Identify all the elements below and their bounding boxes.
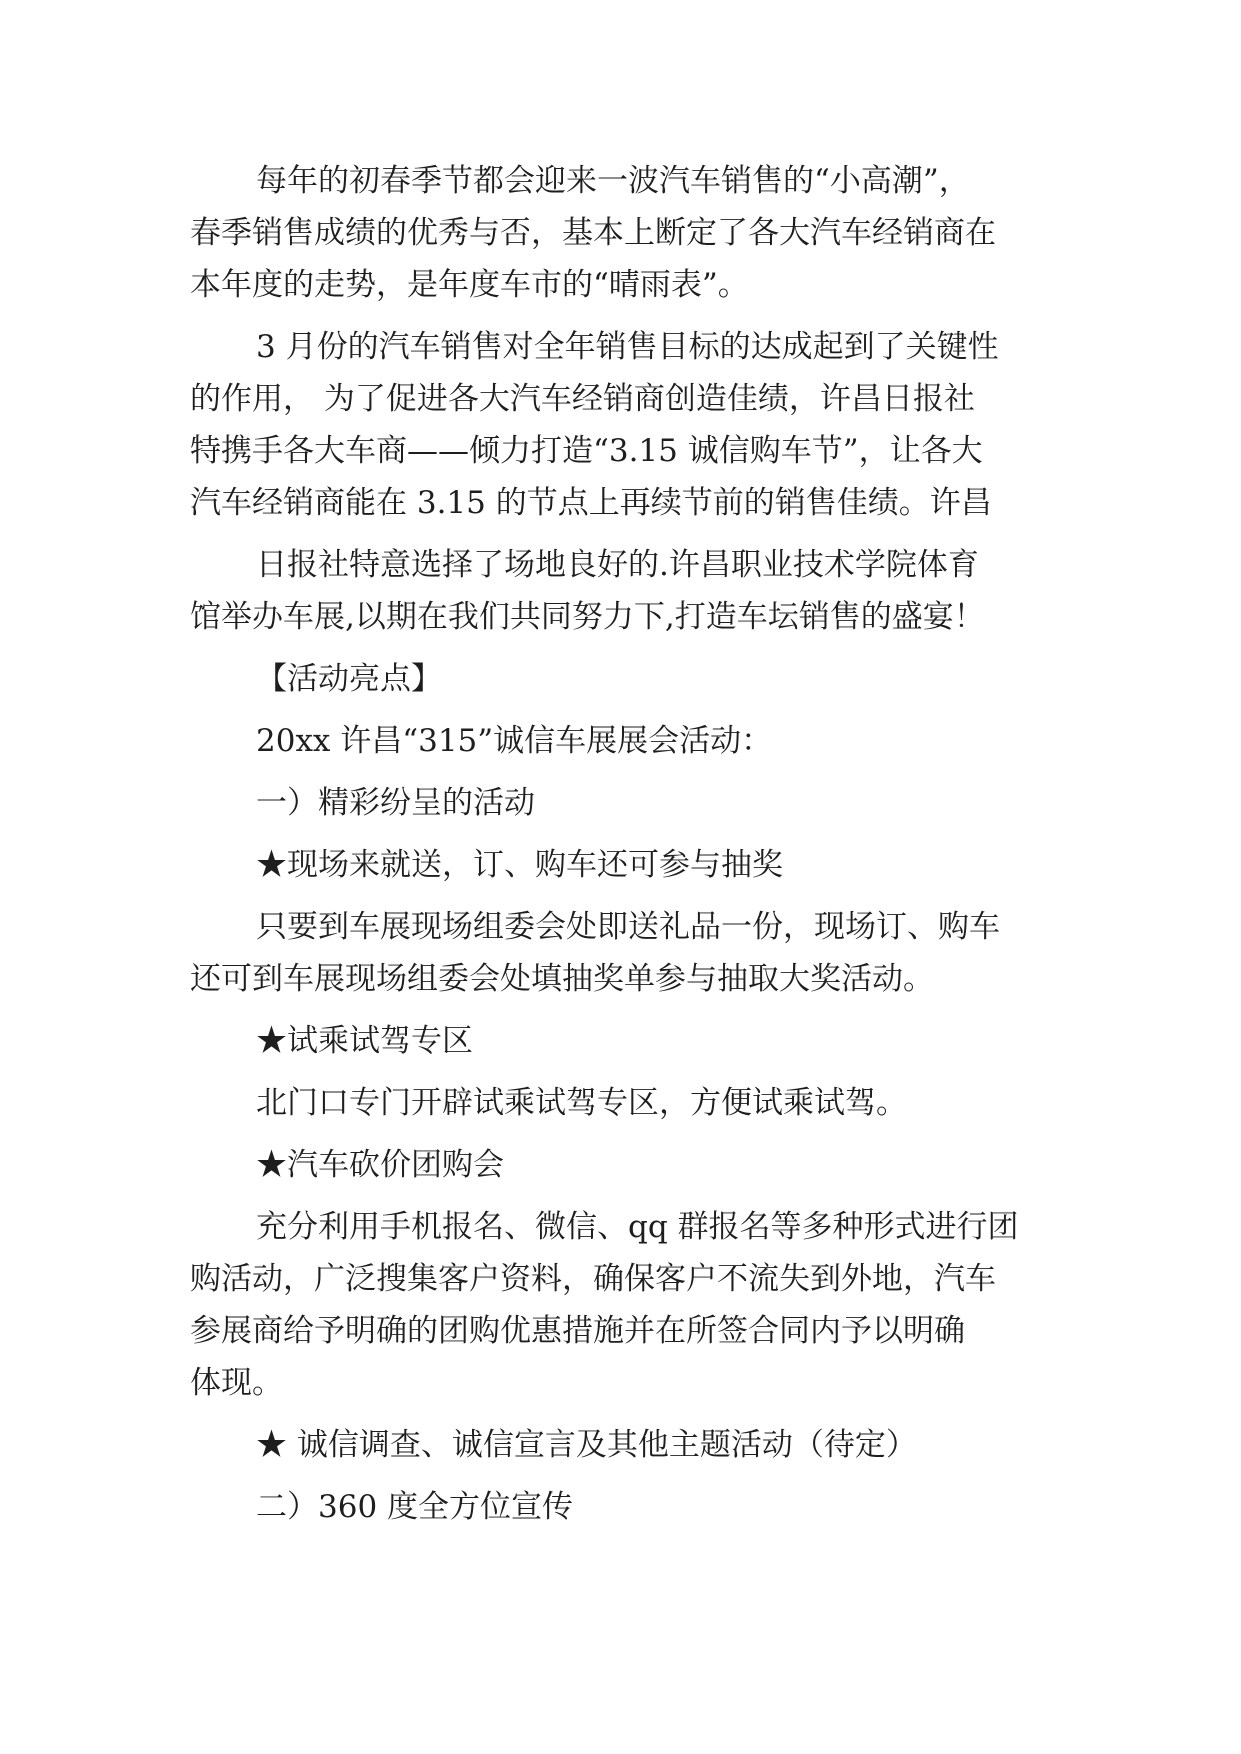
paragraph-line: 只要到车展现场组委会处即送礼品一份，现场订、购车	[256, 909, 1000, 945]
paragraph-line: 春季销售成绩的优秀与否，基本上断定了各大汽车经销商在	[190, 215, 996, 251]
subsection-heading: 一）精彩纷呈的活动	[256, 785, 535, 821]
section-heading: 【活动亮点】	[256, 661, 442, 697]
paragraph-line: 购活动，广泛搜集客户资料，确保客户不流失到外地，汽车	[190, 1261, 996, 1297]
paragraph-line: 每年的初春季节都会迎来一波汽车销售的“小高潮”，	[256, 163, 970, 199]
paragraph-line: 充分利用手机报名、微信、qq 群报名等多种形式进行团	[256, 1209, 1019, 1245]
paragraph-line: 体现。	[190, 1365, 283, 1401]
paragraph-line: 日报社特意选择了场地良好的.许昌职业技术学院体育	[256, 547, 979, 583]
bullet-heading: ★现场来就送，订、购车还可参与抽奖	[256, 847, 783, 883]
bullet-heading: ★ 诚信调查、诚信宣言及其他主题活动（待定）	[256, 1427, 917, 1463]
subsection-heading: 二）360 度全方位宣传	[256, 1489, 574, 1525]
paragraph-line: 特携手各大车商——倾力打造“3.15 诚信购车节”，让各大	[190, 433, 983, 469]
paragraph-line: 20xx 许昌“315”诚信车展展会活动：	[256, 723, 773, 759]
bullet-heading: ★汽车砍价团购会	[256, 1147, 504, 1183]
paragraph-line: 3 月份的汽车销售对全年销售目标的达成起到了关键性	[256, 329, 999, 365]
paragraph-line: 还可到车展现场组委会处填抽奖单参与抽取大奖活动。	[190, 961, 934, 997]
bullet-heading: ★试乘试驾专区	[256, 1023, 473, 1059]
paragraph-line: 汽车经销商能在 3.15 的节点上再续节前的销售佳绩。许昌	[190, 485, 992, 521]
document-body	[190, 155, 1050, 1533]
paragraph-line: 馆举办车展,以期在我们共同努力下,打造车坛销售的盛宴！	[190, 599, 985, 635]
paragraph-line: 参展商给予明确的团购优惠措施并在所签合同内予以明确	[190, 1313, 965, 1349]
paragraph-line: 本年度的走势，是年度车市的“晴雨表”。	[190, 267, 749, 303]
paragraph-line: 北门口专门开辟试乘试驾专区，方便试乘试驾。	[256, 1085, 907, 1121]
paragraph-line: 的作用， 为了促进各大汽车经销商创造佳绩，许昌日报社	[190, 381, 975, 417]
